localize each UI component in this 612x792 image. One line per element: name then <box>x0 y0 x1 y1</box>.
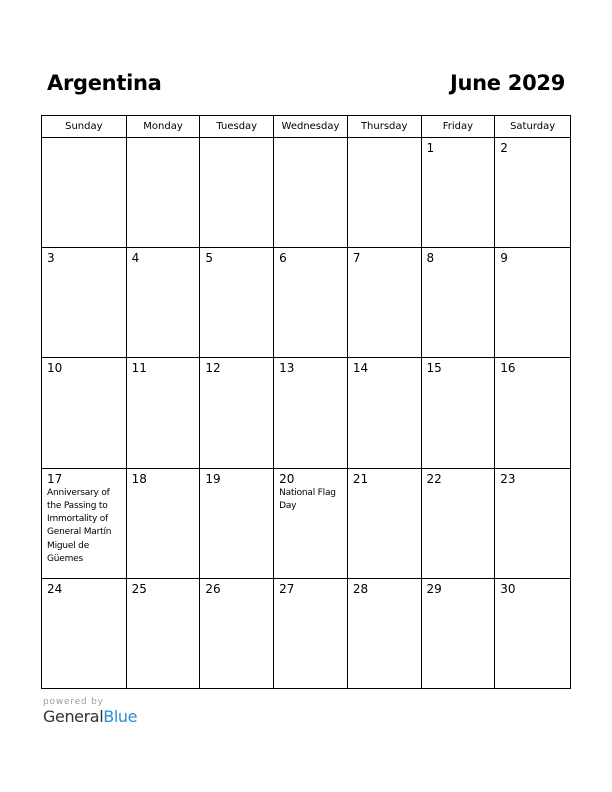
day-number: 17 <box>47 471 63 486</box>
week-row <box>42 248 570 358</box>
day-number: 6 <box>279 251 287 266</box>
day-number: 26 <box>205 581 221 596</box>
brand-blue: Blue <box>103 707 138 726</box>
day-cell <box>127 138 201 247</box>
day-cell <box>495 138 570 247</box>
day-number: 9 <box>500 251 508 266</box>
day-number: 19 <box>205 471 221 486</box>
weekday-saturday: Saturday <box>510 121 556 132</box>
day-cell <box>348 358 422 467</box>
day-number: 4 <box>131 251 140 266</box>
day-cell <box>274 579 348 689</box>
day-cell <box>200 579 274 689</box>
day-cell <box>127 469 201 578</box>
day-number: 15 <box>426 361 442 376</box>
day-cell <box>127 248 201 357</box>
day-cell <box>422 358 496 467</box>
day-number: 27 <box>279 581 295 596</box>
day-cell <box>42 358 127 467</box>
month-year-title: June 2029 <box>449 71 565 95</box>
day-cell <box>348 469 422 578</box>
day-number: 12 <box>205 361 221 376</box>
day-cell <box>495 579 570 689</box>
day-cell <box>200 248 274 357</box>
day-cell <box>422 469 496 578</box>
day-number: 1 <box>426 141 435 155</box>
day-cell <box>495 248 570 357</box>
weekday-header-row <box>42 116 570 138</box>
weekday-monday: Monday <box>127 116 201 137</box>
day-number: 30 <box>500 581 516 596</box>
day-cell <box>42 579 127 689</box>
week-row <box>42 138 570 248</box>
day-number: 24 <box>47 581 63 596</box>
day-cell <box>274 248 348 357</box>
brand-logo <box>43 707 137 726</box>
day-cell <box>127 358 201 467</box>
day-cell <box>42 248 127 357</box>
holiday-event: National Flag Day <box>279 487 336 511</box>
weekday-friday: Friday <box>422 116 496 137</box>
week-row <box>42 358 570 468</box>
day-cell <box>495 469 570 578</box>
day-cell <box>42 138 127 247</box>
weekday-tuesday: Tuesday <box>200 116 274 137</box>
day-number: 3 <box>47 251 55 266</box>
day-number: 28 <box>352 581 369 596</box>
day-number: 16 <box>500 361 516 376</box>
day-number: 8 <box>426 251 435 266</box>
day-cell <box>348 138 422 247</box>
day-cell <box>42 469 127 578</box>
day-number: 21 <box>352 471 369 486</box>
day-number: 18 <box>131 471 147 486</box>
day-cell <box>200 138 274 247</box>
day-number: 14 <box>352 361 369 376</box>
day-number: 7 <box>352 251 361 266</box>
day-cell <box>274 469 348 578</box>
day-number: 23 <box>500 471 516 486</box>
day-number: 11 <box>131 361 147 376</box>
day-number: 13 <box>279 361 295 376</box>
day-number: 5 <box>205 251 214 266</box>
weekday-sunday: Sunday <box>42 116 127 137</box>
holiday-event: Anniversary of the Passing to Immortality of General Martín Miguel de Güemes <box>47 487 112 565</box>
day-number: 10 <box>47 361 63 376</box>
calendar-grid <box>41 115 571 689</box>
day-cell <box>348 248 422 357</box>
day-cell <box>422 138 496 247</box>
day-cell <box>200 469 274 578</box>
day-cell <box>348 579 422 689</box>
day-number: 2 <box>500 141 508 155</box>
powered-by-label: powered by <box>43 697 104 707</box>
week-row <box>42 579 570 689</box>
day-number: 29 <box>426 581 442 596</box>
day-cell <box>495 358 570 467</box>
day-cell <box>127 579 201 689</box>
day-cell <box>274 358 348 467</box>
weeks-container <box>42 138 570 689</box>
brand-general: General <box>43 707 104 726</box>
day-number: 25 <box>131 581 147 596</box>
day-cell <box>274 138 348 247</box>
day-cell <box>422 248 496 357</box>
country-title: Argentina <box>47 71 162 95</box>
weekday-wednesday: Wednesday <box>274 116 348 137</box>
day-number: 20 <box>279 471 295 486</box>
day-cell <box>200 358 274 467</box>
week-row <box>42 469 570 579</box>
day-cell <box>422 579 496 689</box>
day-number: 22 <box>426 471 442 486</box>
weekday-thursday: Thursday <box>348 116 422 137</box>
footer-branding <box>43 697 137 726</box>
